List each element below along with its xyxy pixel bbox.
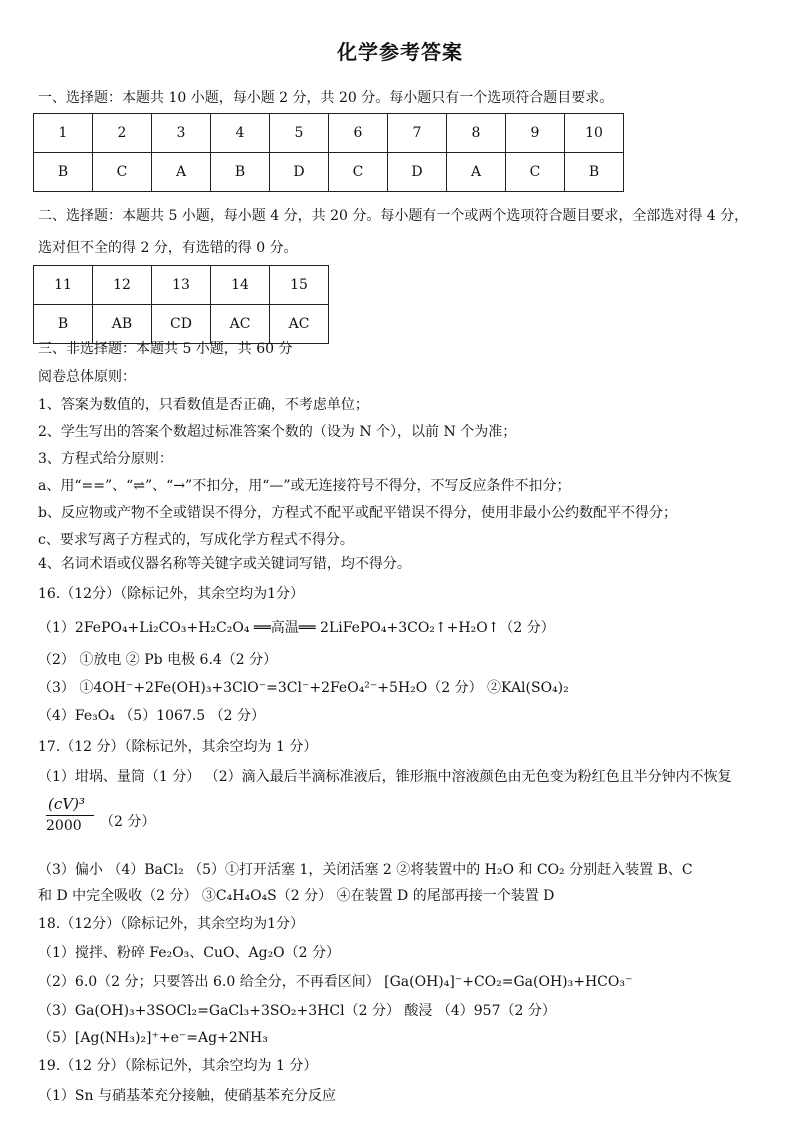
q17-heading: 17.（12 分）（除标记外，其余空均为 1 分） <box>38 739 318 755</box>
principle-3: 3、方程式给分原则： <box>38 451 173 467</box>
q18-answer-5: （5）[Ag(NH₃)₂]⁺+e⁻=Ag+2NH₃ <box>38 1030 268 1046</box>
answer-cell: A <box>152 153 211 192</box>
principle-2: 2、学生写出的答案个数超过标准答案个数的（设为 N 个），以前 N 个为准； <box>38 424 517 440</box>
fraction-numerator: (cV)³ <box>46 795 94 816</box>
question-number: 7 <box>388 114 447 153</box>
answer-cell: C <box>506 153 565 192</box>
answer-cell: D <box>388 153 447 192</box>
question-number: 8 <box>447 114 506 153</box>
section2-heading-line2: 选对但不全的得 2 分，有选错的得 0 分。 <box>38 240 298 256</box>
table-row <box>34 305 329 344</box>
section1-answer-table <box>33 113 624 192</box>
q17-answer-3: （3）偏小 （4）BaCl₂ （5）①打开活塞 1，关闭活塞 2 ②将装置中的 H₂O 和 CO₂ 分别赶入装置 B、C <box>38 862 693 878</box>
principle-4: 4、名词术语或仪器名称等关键字或关键词写错，均不得分。 <box>38 556 411 572</box>
answer-cell: B <box>211 153 270 192</box>
q16-answer-3: （3） ①4OH⁻+2Fe(OH)₃+3ClO⁻=3Cl⁻+2FeO₄²⁻+5H₂O（2 分） ②KAl(SO₄)₂ <box>38 680 569 696</box>
principle-3a: a、用“==”、“⇌”、“→”不扣分，用“—”或无连接符号不得分，不写反应条件不扣分； <box>38 478 571 494</box>
question-number: 10 <box>565 114 624 153</box>
section1-heading: 一、选择题：本题共 10 小题，每小题 2 分，共 20 分。每小题只有一个选项符合题目要求。 <box>38 90 614 106</box>
answer-cell: A <box>447 153 506 192</box>
q18-answer-3: （3）Ga(OH)₃+3SOCl₂=GaCl₃+3SO₂+3HCl（2 分） 酸浸 （4）957（2 分） <box>38 1003 556 1019</box>
q19-heading: 19.（12 分）（除标记外，其余空均为 1 分） <box>38 1058 318 1074</box>
answer-cell: AB <box>93 305 152 344</box>
question-number: 6 <box>329 114 388 153</box>
question-number: 9 <box>506 114 565 153</box>
question-number: 12 <box>93 266 152 305</box>
answer-cell: B <box>34 305 93 344</box>
table-row <box>34 153 624 192</box>
q17-answer-4: 和 D 中完全吸收（2 分） ③C₄H₄O₄S（2 分） ④在装置 D 的尾部再接一个装置 D <box>38 888 555 904</box>
q16-answer-1: （1）2FePO₄+Li₂CO₃+H₂C₂O₄ ══高温══ 2LiFePO₄+3CO₂↑+H₂O↑（2 分） <box>38 620 555 636</box>
question-number: 2 <box>93 114 152 153</box>
question-number: 15 <box>270 266 329 305</box>
answer-cell: C <box>329 153 388 192</box>
q16-answer-2: （2） ①放电 ② Pb 电极 6.4（2 分） <box>38 652 278 668</box>
q18-answer-1: （1）搅拌、粉碎 Fe₂O₃、CuO、Ag₂O（2 分） <box>38 945 341 961</box>
fraction-denominator: 2000 <box>46 818 82 834</box>
answer-cell: CD <box>152 305 211 344</box>
page-title: 化学参考答案 <box>337 40 463 64</box>
q16-heading: 16.（12分）（除标记外，其余空均为1分） <box>38 586 304 602</box>
q17-answer-1: （1）坩埚、量筒（1 分） （2）滴入最后半滴标准液后，锥形瓶中溶液颜色由无色变为粉红色且半分钟内不恢复 <box>38 769 732 785</box>
answer-cell: D <box>270 153 329 192</box>
table-row <box>34 266 329 305</box>
table-row <box>34 114 624 153</box>
question-number: 3 <box>152 114 211 153</box>
answer-cell: B <box>34 153 93 192</box>
question-number: 14 <box>211 266 270 305</box>
question-number: 11 <box>34 266 93 305</box>
q18-answer-2: （2）6.0（2 分；只要答出 6.0 给全分，不再看区间） [Ga(OH)₄]⁻+CO₂=Ga(OH)₃+HCO₃⁻ <box>38 974 633 990</box>
principles-title: 阅卷总体原则： <box>38 369 136 385</box>
question-number: 13 <box>152 266 211 305</box>
principle-3c: c、要求写离子方程式的，写成化学方程式不得分。 <box>38 532 354 548</box>
question-number: 5 <box>270 114 329 153</box>
answer-cell: C <box>93 153 152 192</box>
q18-heading: 18.（12分）（除标记外，其余空均为1分） <box>38 916 304 932</box>
answer-cell: AC <box>211 305 270 344</box>
answer-cell: AC <box>270 305 329 344</box>
section2-heading-line1: 二、选择题：本题共 5 小题，每小题 4 分，共 20 分。每小题有一个或两个选项符合题目要求，全部选对得 4 分， <box>38 208 749 224</box>
question-number: 1 <box>34 114 93 153</box>
section3-heading: 三、非选择题：本题共 5 小题，共 60 分 <box>38 341 293 357</box>
principle-1: 1、答案为数值的，只看数值是否正确，不考虑单位； <box>38 397 369 413</box>
q16-answer-4: （4）Fe₃O₄ （5）1067.5 （2 分） <box>38 708 265 724</box>
section2-answer-table <box>33 265 329 344</box>
q19-answer-1: （1）Sn 与硝基苯充分接触，使硝基苯充分反应 <box>38 1088 336 1104</box>
question-number: 4 <box>211 114 270 153</box>
q17-fraction <box>46 795 94 834</box>
q17-fraction-score: （2 分） <box>100 814 156 830</box>
answer-cell: B <box>565 153 624 192</box>
principle-3b: b、反应物或产物不全或错误不得分，方程式不配平或配平错误不得分，使用非最小公约数配平不得分； <box>38 505 677 521</box>
